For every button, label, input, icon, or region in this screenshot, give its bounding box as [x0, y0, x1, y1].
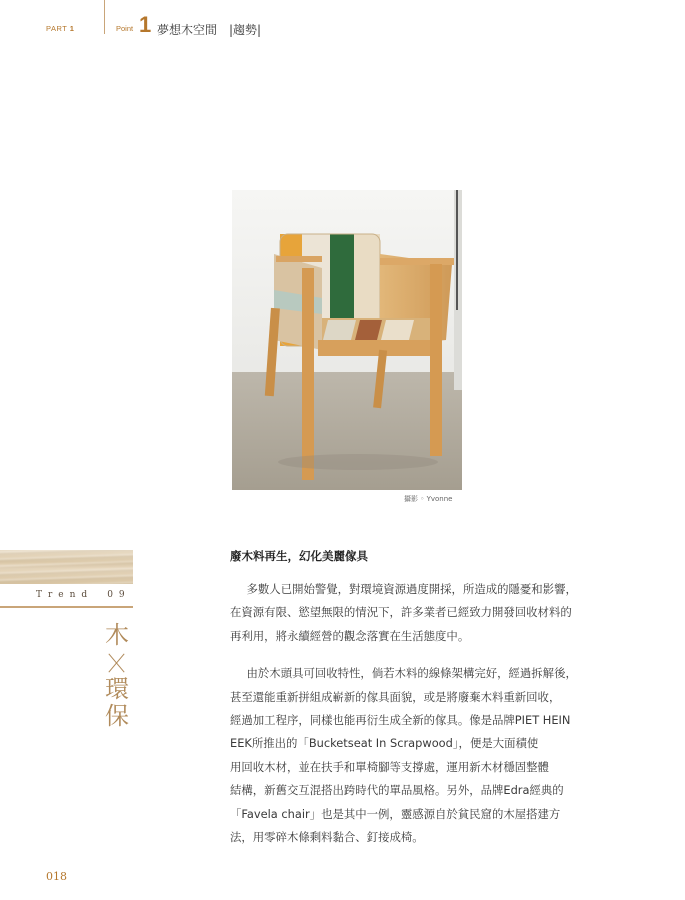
trend-text: Trend [36, 590, 94, 600]
text-line: 用回收木材，並在扶手和單椅腳等支撐處，運用新木材穩固整體 [230, 759, 549, 774]
wood-texture-bar [0, 550, 133, 584]
chapter-title: 夢想木空間 [157, 23, 218, 37]
text-line: 甚至還能重新拼組成嶄新的傢具面貌，或是將廢棄木料重新回收， [230, 689, 561, 704]
photo-caption: 攝影 ◦ Yvonne [404, 495, 453, 503]
point-number: 1 [139, 12, 152, 37]
text-line: EEK所推出的「Bucketseat In Scrapwood」，便是大面積使 [230, 736, 539, 751]
chair-illustration [232, 190, 462, 490]
text-line: 「Favela chair」也是其中一例，靈感源自於貧民窟的木屋搭建方 [230, 806, 561, 821]
vertical-title-char-2: 環 [105, 675, 129, 703]
part-text: PART [46, 24, 68, 33]
section-heading: 廢木料再生，幻化美麗傢具 [230, 549, 368, 563]
vertical-title [102, 622, 132, 730]
chair-photo [232, 190, 462, 490]
page-header [0, 14, 685, 44]
vertical-title-char-1: 木 [105, 621, 129, 649]
text-line: 法，用零碎木條剩料黏合、釘接成椅。 [230, 830, 424, 845]
cross-icon [102, 649, 132, 676]
article-body [230, 578, 608, 863]
point-label: Point [116, 24, 134, 33]
text-line: 由於木頭具可回收特性，倘若木料的線條架構完好，經過拆解後， [246, 666, 577, 681]
page-number: 018 [46, 870, 67, 883]
vertical-title-char-3: 保 [105, 702, 129, 730]
part-number: 1 [69, 24, 75, 33]
text-line: 經過加工程序，同樣也能再衍生成全新的傢具。像是品牌PIET HEIN [230, 713, 571, 728]
text-line: 在資源有限、慾望無限的情況下，許多業者已經致力開發回收材料的 [230, 605, 572, 620]
chapter-tag: |趨勢| [229, 23, 262, 37]
part-label [46, 24, 74, 33]
trend-divider [0, 606, 133, 608]
text-line: 多數人已開始警覺，對環境資源過度開採，所造成的隱憂和影響， [246, 582, 577, 596]
text-line: 結構，新舊交互混搭出跨時代的單品風格。另外，品牌Edra經典的 [230, 783, 564, 798]
paragraph-1 [230, 578, 608, 648]
trend-label [36, 590, 131, 600]
trend-number: 09 [107, 590, 131, 600]
text-line: 再利用，將永續經營的觀念落實在生活態度中。 [230, 628, 470, 643]
header-divider [104, 0, 105, 34]
paragraph-2 [230, 662, 608, 849]
